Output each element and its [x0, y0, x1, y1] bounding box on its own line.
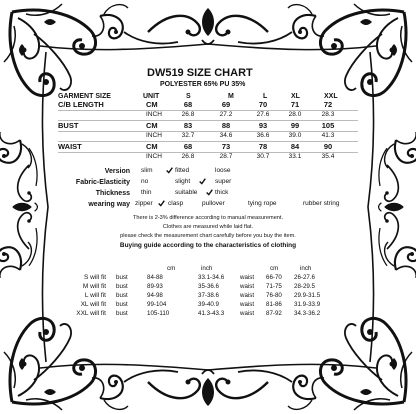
check-icon: [206, 189, 213, 196]
guide-waist-label: waist: [240, 274, 255, 281]
guide-waist-inch: 28-29.5: [294, 283, 315, 290]
note-check-chart: please check the measurement chart carefully before you buy the item.: [120, 233, 296, 239]
option-fitted: fitted: [175, 167, 190, 174]
cell-value: 72: [323, 100, 333, 109]
cell-value: 27.6: [256, 111, 270, 118]
cell-value: 39.0: [288, 132, 302, 139]
guide-bust-cm: 99-104: [147, 301, 167, 308]
guide-col-cm: cm: [270, 265, 279, 272]
guide-bust-cm: 105-110: [147, 310, 170, 317]
cell-value: 34.6: [219, 132, 233, 139]
cell-value: 26.8: [181, 111, 195, 118]
guide-waist-inch: 26-27.6: [294, 274, 315, 281]
guide-waist-cm: 81-86: [266, 301, 282, 308]
cell-value: 83: [183, 121, 193, 130]
cell-value: 93: [258, 121, 268, 130]
header-size-xxl: XXL: [324, 93, 338, 100]
guide-waist-inch: 31.9-33.9: [294, 301, 321, 308]
unit-inch: INCH: [146, 153, 162, 160]
header-size-m: M: [228, 93, 234, 100]
wearing-way-label: wearing way: [88, 201, 130, 208]
header-size-l: L: [263, 93, 268, 100]
note-laid-flat: Clothes are measured while laid flat.: [162, 224, 254, 230]
option-loose: loose: [215, 167, 231, 174]
row-label-bust: BUST: [58, 121, 79, 130]
row-divider: [58, 131, 358, 132]
cell-value: 30.7: [256, 153, 270, 160]
guide-bust-cm: 84-88: [147, 274, 163, 281]
cell-value: 84: [290, 142, 300, 151]
note-difference: There is 2-3% difference according to manual measurement.: [132, 215, 284, 221]
cell-value: 68: [183, 142, 193, 151]
guide-col-inch: inch: [201, 265, 213, 272]
cell-value: 41.3: [321, 132, 335, 139]
guide-fit: XL will fit: [80, 301, 106, 308]
guide-bust-label: bust: [116, 283, 128, 290]
unit-cm: CM: [146, 100, 158, 109]
guide-waist-cm: 66-70: [266, 274, 282, 281]
guide-waist-inch: 34.3-36.2: [294, 310, 321, 317]
guide-fit: L will fit: [84, 292, 106, 299]
cell-value: 28.3: [321, 111, 335, 118]
cell-value: 71: [290, 100, 300, 109]
guide-bust-inch: 35-36.6: [198, 283, 219, 290]
cell-value: 99: [290, 121, 300, 130]
cell-value: 73: [221, 142, 231, 151]
header-size-s: S: [186, 93, 191, 100]
guide-bust-inch: 41.3-43.3: [198, 310, 225, 317]
unit-inch: INCH: [146, 111, 162, 118]
header-garment-size: GARMENT SIZE: [58, 93, 111, 100]
guide-waist-cm: 71-75: [266, 283, 282, 290]
cell-value: 90: [323, 142, 333, 151]
material-composition: POLYESTER 65% PU 35%: [160, 81, 246, 88]
option-slim: slim: [141, 167, 153, 174]
guide-col-inch: inch: [300, 265, 312, 272]
check-icon: [166, 167, 173, 174]
unit-cm: CM: [146, 142, 158, 151]
buying-guide-title: Buying guide according to the characteristics of clothing: [119, 242, 297, 249]
guide-bust-label: bust: [116, 292, 128, 299]
cell-value: 32.7: [181, 132, 195, 139]
guide-bust-label: bust: [116, 310, 128, 317]
header-unit: UNIT: [143, 93, 160, 100]
chart-title: DW519 SIZE CHART: [147, 67, 253, 79]
elasticity-label: Fabric-Elasticity: [75, 179, 130, 186]
option-clasp: clasp: [168, 200, 184, 207]
option-rubber-string: rubber string: [303, 200, 340, 207]
guide-bust-inch: 33.1-34.6: [198, 274, 225, 281]
row-label-length: C/B LENGTH: [58, 100, 104, 109]
option-tying-rope: tying rope: [248, 200, 277, 207]
guide-col-cm: cm: [167, 265, 176, 272]
unit-inch: INCH: [146, 132, 162, 139]
guide-waist-label: waist: [240, 292, 255, 299]
option-thin: thin: [141, 189, 152, 196]
option-slight: slight: [175, 178, 191, 185]
cell-value: 88: [221, 121, 231, 130]
guide-fit: S will fit: [83, 274, 106, 281]
cell-value: 28.0: [288, 111, 302, 118]
cell-value: 36.6: [256, 132, 270, 139]
cell-value: 78: [258, 142, 268, 151]
unit-cm: CM: [146, 121, 158, 130]
guide-waist-cm: 76-80: [266, 292, 282, 299]
option-thick: thick: [215, 189, 229, 196]
cell-value: 68: [183, 100, 193, 109]
cell-value: 105: [321, 121, 335, 130]
guide-bust-inch: 37-38.6: [198, 292, 219, 299]
row-label-waist: WAIST: [58, 142, 82, 151]
check-icon: [199, 178, 206, 185]
row-divider: [58, 110, 358, 111]
cell-value: 33.1: [288, 153, 302, 160]
guide-waist-cm: 87-92: [266, 310, 282, 317]
option-no: no: [141, 178, 149, 185]
guide-fit: M will fit: [82, 283, 106, 290]
guide-bust-label: bust: [116, 274, 128, 281]
cell-value: 28.7: [219, 153, 233, 160]
guide-waist-inch: 29.9-31.5: [294, 292, 321, 299]
guide-bust-label: bust: [116, 301, 128, 308]
cell-value: 35.4: [321, 153, 335, 160]
guide-bust-cm: 89-93: [147, 283, 163, 290]
version-label: Version: [104, 168, 130, 175]
option-pullover: pullover: [202, 200, 225, 207]
guide-waist-label: waist: [240, 310, 255, 317]
option-zipper: zipper: [135, 200, 153, 207]
row-divider: [58, 141, 358, 142]
check-icon: [158, 200, 165, 207]
row-divider: [58, 120, 358, 121]
guide-waist-label: waist: [240, 283, 255, 290]
cell-value: 70: [258, 100, 268, 109]
row-divider: [58, 152, 358, 153]
cell-value: 27.2: [219, 111, 233, 118]
cell-value: 69: [221, 100, 231, 109]
header-size-xl: XL: [291, 93, 300, 100]
guide-bust-cm: 94-98: [147, 292, 163, 299]
option-suitable: suitable: [175, 189, 198, 196]
guide-fit: XXL will fit: [76, 310, 106, 317]
thickness-label: Thickness: [95, 190, 130, 197]
guide-bust-inch: 39-40.9: [198, 301, 219, 308]
option-super: super: [215, 178, 232, 185]
cell-value: 26.8: [181, 153, 195, 160]
guide-waist-label: waist: [240, 301, 255, 308]
